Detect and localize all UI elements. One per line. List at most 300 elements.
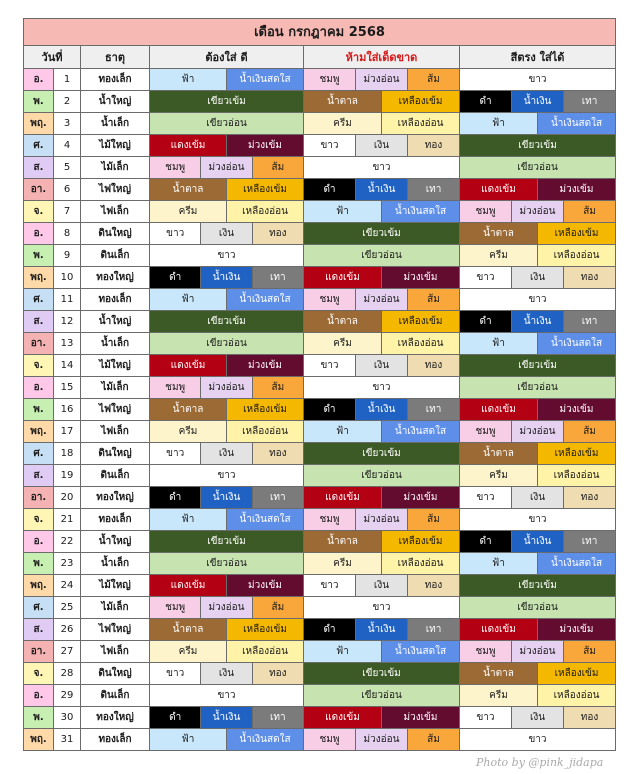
allowed-cell: ขาว xyxy=(460,729,616,751)
color-swatch: เหลืองเข้ม xyxy=(381,531,459,552)
date-cell: 29 xyxy=(54,685,81,707)
date-cell: 13 xyxy=(54,333,81,355)
color-swatch: ขาว xyxy=(150,443,200,464)
color-swatch: เหลืองอ่อน xyxy=(381,113,459,134)
forbidden-cell: เขียวอ่อน xyxy=(304,245,460,267)
color-swatch: ชมพู xyxy=(150,377,200,398)
forbidden-cell xyxy=(304,289,460,311)
forbidden-cell xyxy=(304,201,460,223)
element-cell: ทองใหญ่ xyxy=(81,267,150,289)
weekday-cell: จ. xyxy=(24,663,54,685)
table-row xyxy=(24,619,616,641)
color-swatch: น้ำเงินสดใส xyxy=(226,69,303,90)
weekday-cell: ศ. xyxy=(24,289,54,311)
date-cell: 27 xyxy=(54,641,81,663)
weekday-cell: ศ. xyxy=(24,135,54,157)
color-swatch: แดงเข้ม xyxy=(460,619,537,640)
color-swatch: ม่วงเข้ม xyxy=(537,399,615,420)
table-row xyxy=(24,113,616,135)
date-cell: 4 xyxy=(54,135,81,157)
color-swatch: น้ำเงินสดใส xyxy=(226,289,303,310)
header-must-wear: ต้องใส่ ดี xyxy=(150,46,304,69)
weekday-cell: อ. xyxy=(24,69,54,91)
date-cell: 17 xyxy=(54,421,81,443)
must-wear-cell xyxy=(150,157,304,179)
must-wear-cell xyxy=(150,707,304,729)
date-cell: 16 xyxy=(54,399,81,421)
color-swatch: เหลืองอ่อน xyxy=(226,641,303,662)
header-allowed: สีตรง ใส่ได้ xyxy=(460,46,616,69)
color-swatch: ม่วงอ่อน xyxy=(200,157,251,178)
color-swatch: ครีม xyxy=(460,465,537,486)
color-swatch: ดำ xyxy=(150,707,200,728)
allowed-cell: ขาว xyxy=(460,69,616,91)
allowed-cell xyxy=(460,641,616,663)
weekday-cell: อา. xyxy=(24,641,54,663)
color-swatch: เหลืองอ่อน xyxy=(226,421,303,442)
table-row xyxy=(24,135,616,157)
date-cell: 3 xyxy=(54,113,81,135)
color-swatch: เหลืองอ่อน xyxy=(537,685,615,706)
element-cell: น้ำใหญ่ xyxy=(81,91,150,113)
color-swatch: ม่วงเข้ม xyxy=(381,707,459,728)
weekday-cell: พ. xyxy=(24,399,54,421)
allowed-cell xyxy=(460,223,616,245)
date-cell: 5 xyxy=(54,157,81,179)
date-cell: 11 xyxy=(54,289,81,311)
color-swatch: ครีม xyxy=(150,421,226,442)
color-swatch: ชมพู xyxy=(460,421,511,442)
color-swatch: ดำ xyxy=(150,487,200,508)
element-cell: ทองเล็ก xyxy=(81,509,150,531)
color-swatch: ม่วงอ่อน xyxy=(511,201,563,222)
must-wear-cell: เขียวเข้ม xyxy=(150,531,304,553)
allowed-cell: เขียวเข้ม xyxy=(460,355,616,377)
must-wear-cell xyxy=(150,443,304,465)
photo-credit: Photo by @pink_jidapa xyxy=(476,756,604,769)
forbidden-cell: เขียวเข้ม xyxy=(304,443,460,465)
color-swatch: เทา xyxy=(252,267,303,288)
allowed-cell xyxy=(460,531,616,553)
color-swatch: น้ำเงิน xyxy=(355,179,407,200)
color-swatch: น้ำเงินสดใส xyxy=(381,201,459,222)
forbidden-cell xyxy=(304,135,460,157)
allowed-cell xyxy=(460,443,616,465)
must-wear-cell xyxy=(150,729,304,751)
date-cell: 12 xyxy=(54,311,81,333)
weekday-cell: ส. xyxy=(24,157,54,179)
weekday-cell: ส. xyxy=(24,311,54,333)
weekday-cell: พฤ. xyxy=(24,421,54,443)
color-swatch: แดงเข้ม xyxy=(150,575,226,596)
weekday-cell: ศ. xyxy=(24,597,54,619)
must-wear-cell xyxy=(150,421,304,443)
color-swatch: เงิน xyxy=(511,487,563,508)
allowed-cell xyxy=(460,91,616,113)
must-wear-cell: ขาว xyxy=(150,465,304,487)
color-swatch: ฟ้า xyxy=(304,201,381,222)
element-cell: ดินเล็ก xyxy=(81,245,150,267)
color-swatch: น้ำเงินสดใส xyxy=(381,421,459,442)
color-swatch: เงิน xyxy=(511,707,563,728)
color-swatch: ชมพู xyxy=(304,69,355,90)
allowed-cell: เขียวอ่อน xyxy=(460,597,616,619)
allowed-cell xyxy=(460,179,616,201)
element-cell: ไฟเล็ก xyxy=(81,421,150,443)
element-cell: ไม้เล็ก xyxy=(81,377,150,399)
color-swatch: เงิน xyxy=(200,663,251,684)
color-swatch: ม่วงอ่อน xyxy=(200,377,251,398)
color-swatch: ส้ม xyxy=(252,597,303,618)
color-swatch: ขาว xyxy=(460,707,511,728)
table-row xyxy=(24,91,616,113)
allowed-cell xyxy=(460,113,616,135)
color-swatch: เหลืองเข้ม xyxy=(381,91,459,112)
date-cell: 6 xyxy=(54,179,81,201)
table-row xyxy=(24,553,616,575)
color-swatch: ดำ xyxy=(460,91,511,112)
forbidden-cell xyxy=(304,355,460,377)
color-swatch: ขาว xyxy=(304,135,355,156)
color-calendar-sheet xyxy=(23,18,615,751)
weekday-cell: อา. xyxy=(24,333,54,355)
element-cell: ไฟใหญ่ xyxy=(81,619,150,641)
color-swatch: น้ำเงิน xyxy=(200,707,251,728)
date-cell: 22 xyxy=(54,531,81,553)
allowed-cell xyxy=(460,553,616,575)
allowed-cell: เขียวอ่อน xyxy=(460,157,616,179)
date-cell: 14 xyxy=(54,355,81,377)
forbidden-cell xyxy=(304,267,460,289)
forbidden-cell xyxy=(304,509,460,531)
weekday-cell: พ. xyxy=(24,245,54,267)
forbidden-cell: ขาว xyxy=(304,597,460,619)
page-title: เดือน กรกฎาคม 2568 xyxy=(24,19,616,46)
color-swatch: เหลืองเข้ม xyxy=(537,443,615,464)
color-swatch: เงิน xyxy=(355,355,407,376)
must-wear-cell xyxy=(150,355,304,377)
element-cell: ดินเล็ก xyxy=(81,685,150,707)
color-swatch: ครีม xyxy=(304,333,381,354)
header-date: วันที่ xyxy=(24,46,81,69)
color-swatch: ชมพู xyxy=(460,641,511,662)
weekday-cell: จ. xyxy=(24,509,54,531)
forbidden-cell xyxy=(304,553,460,575)
color-swatch: เหลืองเข้ม xyxy=(537,223,615,244)
table-row xyxy=(24,663,616,685)
must-wear-cell xyxy=(150,575,304,597)
element-cell: ไม้ใหญ่ xyxy=(81,575,150,597)
color-swatch: น้ำเงินสดใส xyxy=(537,333,615,354)
must-wear-cell: เขียวอ่อน xyxy=(150,553,304,575)
allowed-cell: เขียวเข้ม xyxy=(460,135,616,157)
color-swatch: ขาว xyxy=(150,663,200,684)
color-swatch: น้ำเงินสดใส xyxy=(537,553,615,574)
color-swatch: ดำ xyxy=(150,267,200,288)
color-swatch: ม่วงอ่อน xyxy=(200,597,251,618)
color-swatch: ขาว xyxy=(460,267,511,288)
color-swatch: น้ำเงินสดใส xyxy=(537,113,615,134)
allowed-cell xyxy=(460,663,616,685)
must-wear-cell xyxy=(150,377,304,399)
color-swatch: น้ำตาล xyxy=(150,179,226,200)
color-swatch: ฟ้า xyxy=(460,113,537,134)
weekday-cell: พฤ. xyxy=(24,729,54,751)
color-swatch: ฟ้า xyxy=(150,69,226,90)
date-cell: 7 xyxy=(54,201,81,223)
color-swatch: ชมพู xyxy=(150,597,200,618)
forbidden-cell: เขียวอ่อน xyxy=(304,685,460,707)
date-cell: 21 xyxy=(54,509,81,531)
must-wear-cell: ขาว xyxy=(150,245,304,267)
weekday-cell: อ. xyxy=(24,377,54,399)
color-swatch: น้ำเงินสดใส xyxy=(226,729,303,750)
color-swatch: ม่วงอ่อน xyxy=(511,641,563,662)
element-cell: ไม้ใหญ่ xyxy=(81,355,150,377)
forbidden-cell xyxy=(304,311,460,333)
color-swatch: ชมพู xyxy=(460,201,511,222)
color-swatch: น้ำตาล xyxy=(460,223,537,244)
color-swatch: ส้ม xyxy=(252,377,303,398)
color-swatch: เทา xyxy=(407,619,459,640)
element-cell: ดินเล็ก xyxy=(81,465,150,487)
must-wear-cell xyxy=(150,487,304,509)
must-wear-cell xyxy=(150,641,304,663)
must-wear-cell xyxy=(150,399,304,421)
color-swatch: เงิน xyxy=(511,267,563,288)
element-cell: ทองเล็ก xyxy=(81,289,150,311)
color-swatch: ม่วงอ่อน xyxy=(355,729,407,750)
must-wear-cell xyxy=(150,619,304,641)
date-cell: 31 xyxy=(54,729,81,751)
table-row xyxy=(24,157,616,179)
forbidden-cell xyxy=(304,91,460,113)
table-row xyxy=(24,575,616,597)
date-cell: 18 xyxy=(54,443,81,465)
color-swatch: ทอง xyxy=(252,663,303,684)
date-cell: 8 xyxy=(54,223,81,245)
table-row xyxy=(24,311,616,333)
color-swatch: เหลืองอ่อน xyxy=(381,333,459,354)
color-swatch: เหลืองอ่อน xyxy=(537,245,615,266)
element-cell: น้ำใหญ่ xyxy=(81,531,150,553)
date-cell: 30 xyxy=(54,707,81,729)
date-cell: 2 xyxy=(54,91,81,113)
allowed-cell xyxy=(460,311,616,333)
color-swatch: เงิน xyxy=(355,135,407,156)
weekday-cell: พฤ. xyxy=(24,267,54,289)
color-swatch: น้ำตาล xyxy=(460,663,537,684)
must-wear-cell xyxy=(150,69,304,91)
allowed-cell xyxy=(460,619,616,641)
weekday-cell: จ. xyxy=(24,201,54,223)
color-swatch: ครีม xyxy=(304,113,381,134)
table-row xyxy=(24,333,616,355)
color-swatch: ครีม xyxy=(150,641,226,662)
color-swatch: แดงเข้ม xyxy=(150,135,226,156)
color-swatch: เหลืองเข้ม xyxy=(226,399,303,420)
table-row xyxy=(24,465,616,487)
allowed-cell xyxy=(460,267,616,289)
weekday-cell: ส. xyxy=(24,465,54,487)
table-row xyxy=(24,201,616,223)
color-swatch: ทอง xyxy=(252,443,303,464)
color-swatch: ม่วงเข้ม xyxy=(226,575,303,596)
color-swatch: น้ำเงินสดใส xyxy=(381,641,459,662)
forbidden-cell: เขียวอ่อน xyxy=(304,465,460,487)
color-swatch: น้ำตาล xyxy=(460,443,537,464)
date-cell: 9 xyxy=(54,245,81,267)
color-swatch: ทอง xyxy=(563,707,615,728)
color-swatch: ส้ม xyxy=(563,421,615,442)
color-swatch: เหลืองเข้ม xyxy=(226,619,303,640)
table-row xyxy=(24,69,616,91)
color-swatch: ทอง xyxy=(563,267,615,288)
forbidden-cell xyxy=(304,531,460,553)
table-row xyxy=(24,421,616,443)
table-row xyxy=(24,267,616,289)
color-swatch: ฟ้า xyxy=(150,509,226,530)
must-wear-cell xyxy=(150,289,304,311)
color-swatch: น้ำเงิน xyxy=(200,267,251,288)
element-cell: ดินใหญ่ xyxy=(81,663,150,685)
color-swatch: ทอง xyxy=(407,355,459,376)
color-swatch: แดงเข้ม xyxy=(150,355,226,376)
color-calendar-table xyxy=(23,18,616,751)
weekday-cell: อ. xyxy=(24,685,54,707)
color-swatch: ทอง xyxy=(407,135,459,156)
allowed-cell xyxy=(460,201,616,223)
weekday-cell: อา. xyxy=(24,487,54,509)
color-swatch: เทา xyxy=(563,311,615,332)
color-swatch: ครีม xyxy=(460,685,537,706)
color-swatch: น้ำเงิน xyxy=(355,619,407,640)
weekday-cell: จ. xyxy=(24,355,54,377)
element-cell: ไม้ใหญ่ xyxy=(81,135,150,157)
color-swatch: น้ำตาล xyxy=(150,619,226,640)
header-forbidden: ห้ามใส่เด็ดขาด xyxy=(304,46,460,69)
weekday-cell: อ. xyxy=(24,223,54,245)
color-swatch: เทา xyxy=(563,91,615,112)
color-swatch: น้ำตาล xyxy=(304,531,381,552)
allowed-cell xyxy=(460,487,616,509)
color-swatch: เทา xyxy=(407,399,459,420)
color-swatch: น้ำเงิน xyxy=(200,487,251,508)
table-row xyxy=(24,641,616,663)
color-swatch: ครีม xyxy=(304,553,381,574)
color-swatch: ทอง xyxy=(563,487,615,508)
must-wear-cell: เขียวเข้ม xyxy=(150,91,304,113)
calendar-rows xyxy=(24,69,616,751)
weekday-cell: อ. xyxy=(24,531,54,553)
color-swatch: ครีม xyxy=(460,245,537,266)
forbidden-cell xyxy=(304,421,460,443)
table-row xyxy=(24,729,616,751)
color-swatch: ส้ม xyxy=(563,201,615,222)
allowed-cell: เขียวเข้ม xyxy=(460,575,616,597)
must-wear-cell: ขาว xyxy=(150,685,304,707)
element-cell: ไฟเล็ก xyxy=(81,201,150,223)
color-swatch: เหลืองอ่อน xyxy=(537,465,615,486)
element-cell: ไฟใหญ่ xyxy=(81,399,150,421)
allowed-cell: เขียวอ่อน xyxy=(460,377,616,399)
date-cell: 28 xyxy=(54,663,81,685)
date-cell: 10 xyxy=(54,267,81,289)
allowed-cell xyxy=(460,685,616,707)
color-swatch: แดงเข้ม xyxy=(304,707,381,728)
color-swatch: ม่วงอ่อน xyxy=(355,509,407,530)
weekday-cell: พ. xyxy=(24,707,54,729)
forbidden-cell: เขียวเข้ม xyxy=(304,663,460,685)
color-swatch: เทา xyxy=(252,487,303,508)
element-cell: ทองเล็ก xyxy=(81,729,150,751)
forbidden-cell xyxy=(304,179,460,201)
must-wear-cell xyxy=(150,267,304,289)
color-swatch: น้ำเงิน xyxy=(511,531,563,552)
color-swatch: ม่วงเข้ม xyxy=(226,355,303,376)
color-swatch: ม่วงเข้ม xyxy=(537,619,615,640)
table-row xyxy=(24,223,616,245)
color-swatch: ขาว xyxy=(304,575,355,596)
color-swatch: ม่วงเข้ม xyxy=(537,179,615,200)
color-swatch: ม่วงเข้ม xyxy=(381,267,459,288)
table-row xyxy=(24,355,616,377)
forbidden-cell xyxy=(304,113,460,135)
allowed-cell xyxy=(460,465,616,487)
forbidden-cell: ขาว xyxy=(304,157,460,179)
color-swatch: เทา xyxy=(563,531,615,552)
allowed-cell: ขาว xyxy=(460,289,616,311)
element-cell: ดินใหญ่ xyxy=(81,223,150,245)
color-swatch: แดงเข้ม xyxy=(304,267,381,288)
color-swatch: แดงเข้ม xyxy=(460,179,537,200)
element-cell: ไฟเล็ก xyxy=(81,641,150,663)
color-swatch: ดำ xyxy=(304,179,355,200)
color-swatch: เทา xyxy=(407,179,459,200)
element-cell: ทองใหญ่ xyxy=(81,707,150,729)
color-swatch: ม่วงเข้ม xyxy=(381,487,459,508)
date-cell: 1 xyxy=(54,69,81,91)
color-swatch: ดำ xyxy=(460,311,511,332)
weekday-cell: ส. xyxy=(24,619,54,641)
element-cell: ดินใหญ่ xyxy=(81,443,150,465)
allowed-cell xyxy=(460,333,616,355)
color-swatch: แดงเข้ม xyxy=(304,487,381,508)
element-cell: น้ำเล็ก xyxy=(81,333,150,355)
must-wear-cell: เขียวอ่อน xyxy=(150,113,304,135)
color-swatch: ทอง xyxy=(407,575,459,596)
element-cell: ทองใหญ่ xyxy=(81,487,150,509)
color-swatch: ฟ้า xyxy=(304,641,381,662)
color-swatch: น้ำตาล xyxy=(150,399,226,420)
color-swatch: น้ำเงิน xyxy=(511,91,563,112)
color-swatch: ชมพู xyxy=(150,157,200,178)
color-swatch: ม่วงเข้ม xyxy=(226,135,303,156)
weekday-cell: พ. xyxy=(24,553,54,575)
element-cell: น้ำใหญ่ xyxy=(81,311,150,333)
date-cell: 25 xyxy=(54,597,81,619)
must-wear-cell xyxy=(150,597,304,619)
color-swatch: น้ำเงิน xyxy=(511,311,563,332)
color-swatch: ส้ม xyxy=(407,289,459,310)
table-row xyxy=(24,443,616,465)
element-cell: น้ำเล็ก xyxy=(81,553,150,575)
must-wear-cell: เขียวเข้ม xyxy=(150,311,304,333)
weekday-cell: ศ. xyxy=(24,443,54,465)
color-swatch: ส้ม xyxy=(407,509,459,530)
must-wear-cell xyxy=(150,223,304,245)
table-row xyxy=(24,377,616,399)
